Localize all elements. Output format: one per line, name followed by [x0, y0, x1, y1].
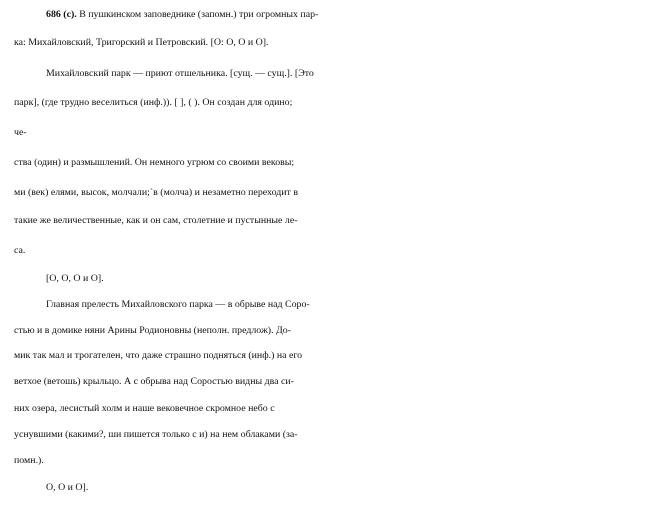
- text-line-8: [14, 208, 658, 234]
- line-text: Михайловский парк — приют отшельника. [сущ. — сущ.]. [Это: [46, 68, 314, 79]
- text-line-16: [14, 422, 658, 448]
- line-text: мик так мал и трогателен, что даже страшно подняться (инф.) на его: [14, 350, 303, 361]
- line-text: стью и в домике няни Арины Родионовны (неполн. предлож). До-: [14, 325, 291, 336]
- line-text: [О, О, О и О].: [46, 273, 104, 284]
- line-text: ства (один) и размышлений. Он немного угрюм со своими вековы;: [14, 157, 295, 168]
- line-text: В пушкинском заповеднике (запомн.) три огромных пар-: [79, 9, 319, 20]
- text-line-7: [14, 180, 658, 206]
- text-line-18: [46, 475, 658, 501]
- line-text: ветхое (ветошь) крыльцо. А с обрыва над Соростью видны два си-: [14, 376, 294, 387]
- line-text: уснувшими (какими?, ши пишется только с и) на нем облаками (за-: [14, 429, 298, 440]
- line-text: че-: [14, 127, 27, 138]
- line-text: помн.).: [14, 455, 44, 466]
- line-text: ми (век) елями, высок, молчали;`в (молча) и незаметно переходит в: [14, 187, 298, 198]
- line-text: них озера, лесистый холм и наше вековечное скромное небо с: [14, 403, 275, 414]
- text-line-1: [46, 2, 658, 28]
- text-line-10: [46, 266, 658, 292]
- text-line-14: [14, 369, 658, 395]
- line-text: О, О и О].: [46, 482, 89, 493]
- line-text: Главная прелесть Михайловского парка — в обрыве над Соро-: [46, 299, 310, 310]
- text-line-9: [14, 238, 658, 264]
- text-line-12: [14, 318, 658, 344]
- text-line-4: [14, 90, 658, 116]
- text-line-6: [14, 150, 658, 176]
- text-line-11: [46, 292, 658, 318]
- line-text: парк], (где трудно веселиться (инф.)). [ ], ( ). Он создан для одино;: [14, 97, 293, 108]
- line-text: са.: [14, 245, 26, 256]
- text-line-15: [14, 396, 658, 422]
- exercise-number: 686 (с).: [46, 9, 77, 20]
- text-line-3: [46, 61, 658, 87]
- line-text: ка: Михайловский, Тригорский и Петровский. [О: О, О и О].: [14, 37, 269, 48]
- text-line-2: [14, 30, 658, 56]
- text-line-17: [14, 448, 658, 474]
- text-line-13: [14, 343, 658, 369]
- text-line-5: [14, 120, 658, 146]
- line-text: такие же величественные, как и он сам, столетние и пустынные ле-: [14, 215, 298, 226]
